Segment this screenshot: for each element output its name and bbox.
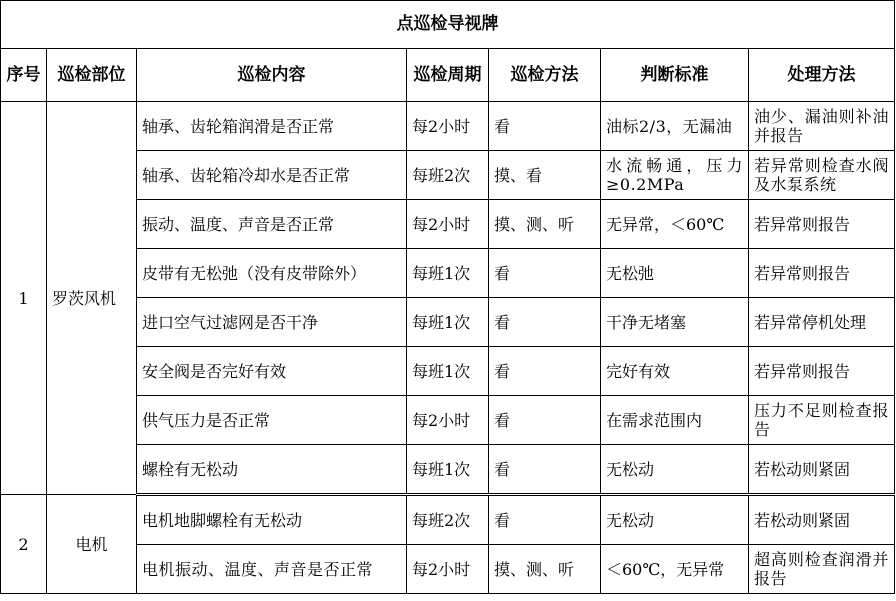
cycle-cell: 每班2次 [407, 495, 489, 545]
part-cell: 电机 [47, 495, 137, 594]
standard-cell: 无异常，＜60℃ [601, 200, 749, 249]
cycle-cell: 每班2次 [407, 151, 489, 200]
method-cell: 看 [489, 298, 601, 347]
cycle-cell: 每班1次 [407, 298, 489, 347]
header-seq: 序号 [1, 49, 47, 102]
handling-cell: 压力不足则检查报告 [749, 396, 895, 445]
standard-cell: 无松动 [601, 495, 749, 545]
handling-cell: 若异常则报告 [749, 347, 895, 396]
method-cell: 摸、测、听 [489, 200, 601, 249]
cycle-cell: 每2小时 [407, 545, 489, 594]
standard-cell: 干净无堵塞 [601, 298, 749, 347]
method-cell: 看 [489, 445, 601, 495]
part-cell: 罗茨风机 [47, 102, 137, 495]
seq-cell: 2 [1, 495, 47, 594]
cycle-cell: 每班1次 [407, 347, 489, 396]
cycle-cell: 每班1次 [407, 445, 489, 495]
table-row [1, 102, 895, 151]
table-row [1, 495, 895, 545]
content-cell: 振动、温度、声音是否正常 [137, 200, 407, 249]
header-cycle: 巡检周期 [407, 49, 489, 102]
content-cell: 螺栓有无松动 [137, 445, 407, 495]
standard-cell: 水流畅通，压力≥0.2MPa [601, 151, 749, 200]
content-cell: 轴承、齿轮箱冷却水是否正常 [137, 151, 407, 200]
header-part: 巡检部位 [47, 49, 137, 102]
sheet-title: 点巡检导视牌 [1, 1, 895, 49]
standard-cell: 完好有效 [601, 347, 749, 396]
method-cell: 看 [489, 347, 601, 396]
method-cell: 看 [489, 102, 601, 151]
content-cell: 轴承、齿轮箱润滑是否正常 [137, 102, 407, 151]
header-row [1, 49, 895, 102]
handling-cell: 若异常则报告 [749, 249, 895, 298]
method-cell: 摸、测、听 [489, 545, 601, 594]
header-content: 巡检内容 [137, 49, 407, 102]
content-cell: 进口空气过滤网是否干净 [137, 298, 407, 347]
method-cell: 看 [489, 249, 601, 298]
header-handling: 处理方法 [749, 49, 895, 102]
method-cell: 看 [489, 396, 601, 445]
handling-cell: 若松动则紧固 [749, 495, 895, 545]
method-cell: 看 [489, 495, 601, 545]
content-cell: 供气压力是否正常 [137, 396, 407, 445]
handling-cell: 超高则检查润滑并报告 [749, 545, 895, 594]
content-cell: 电机振动、温度、声音是否正常 [137, 545, 407, 594]
handling-cell: 油少、漏油则补油并报告 [749, 102, 895, 151]
standard-cell: 油标2/3，无漏油 [601, 102, 749, 151]
content-cell: 皮带有无松弛（没有皮带除外） [137, 249, 407, 298]
handling-cell: 若松动则紧固 [749, 445, 895, 495]
method-cell: 摸、看 [489, 151, 601, 200]
handling-cell: 若异常停机处理 [749, 298, 895, 347]
seq-cell: 1 [1, 102, 47, 495]
handling-cell: 若异常则报告 [749, 200, 895, 249]
standard-cell: 无松弛 [601, 249, 749, 298]
content-cell: 电机地脚螺栓有无松动 [137, 495, 407, 545]
cycle-cell: 每2小时 [407, 102, 489, 151]
header-standard: 判断标准 [601, 49, 749, 102]
standard-cell: ＜60℃，无异常 [601, 545, 749, 594]
standard-cell: 无松动 [601, 445, 749, 495]
cycle-cell: 每2小时 [407, 200, 489, 249]
handling-cell: 若异常则检查水阀及水泵系统 [749, 151, 895, 200]
content-cell: 安全阀是否完好有效 [137, 347, 407, 396]
cycle-cell: 每2小时 [407, 396, 489, 445]
cycle-cell: 每班1次 [407, 249, 489, 298]
header-method: 巡检方法 [489, 49, 601, 102]
standard-cell: 在需求范围内 [601, 396, 749, 445]
